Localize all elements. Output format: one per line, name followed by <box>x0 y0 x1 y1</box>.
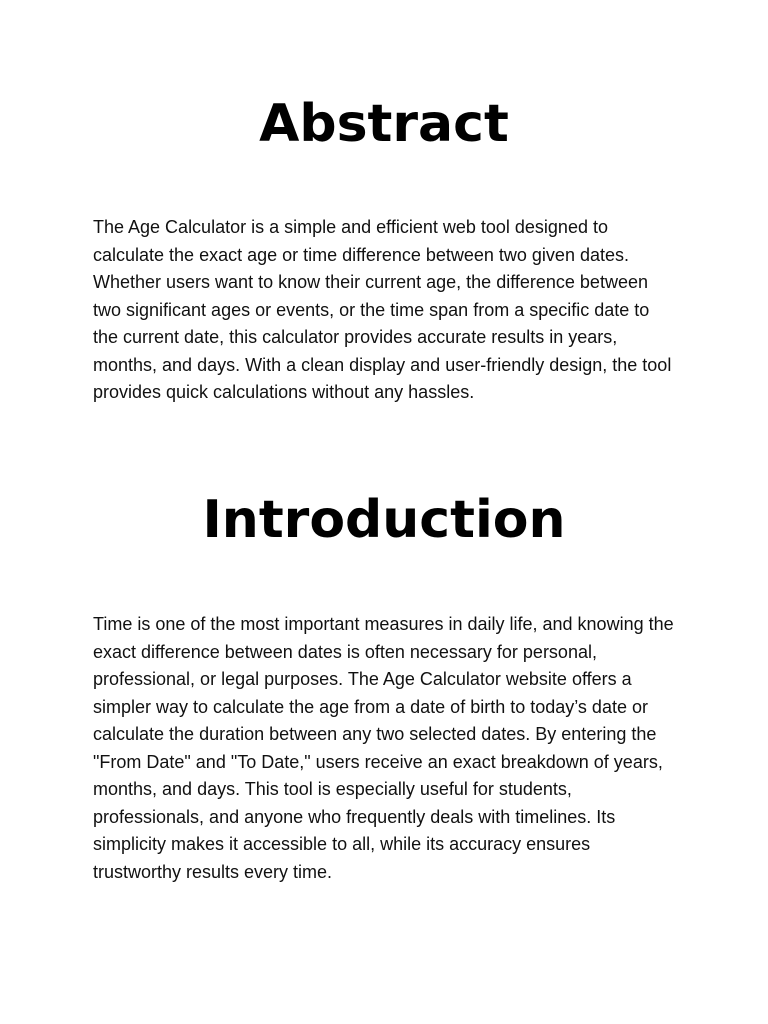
abstract-paragraph: The Age Calculator is a simple and efficient web tool designed to calculate the exact age or time difference between two given dates. Whether users want to know their current age, the difference between two significant ages or events, or the time span from a specific date to the current date, this calculator provides accurate results in years, months, and days. With a clean display and user-friendly design, the tool provides quick calculations without any hassles. <box>93 217 672 402</box>
introduction-paragraph: Time is one of the most important measures in daily life, and knowing the exact difference between dates is often necessary for personal, professional, or legal purposes. The Age Calculator website offers a simpler way to calculate the age from a date of birth to today’s date or calculate the duration between any two selected dates. By entering the "From Date" and "To Date," users receive an exact breakdown of years, months, and days. This tool is especially useful for students, professionals, and anyone who frequently deals with timelines. Its simplicity makes it accessible to all, while its accuracy ensures trustworthy results every time. <box>93 614 674 882</box>
abstract-heading: Abstract <box>259 94 509 154</box>
introduction-heading: Introduction <box>202 490 566 550</box>
